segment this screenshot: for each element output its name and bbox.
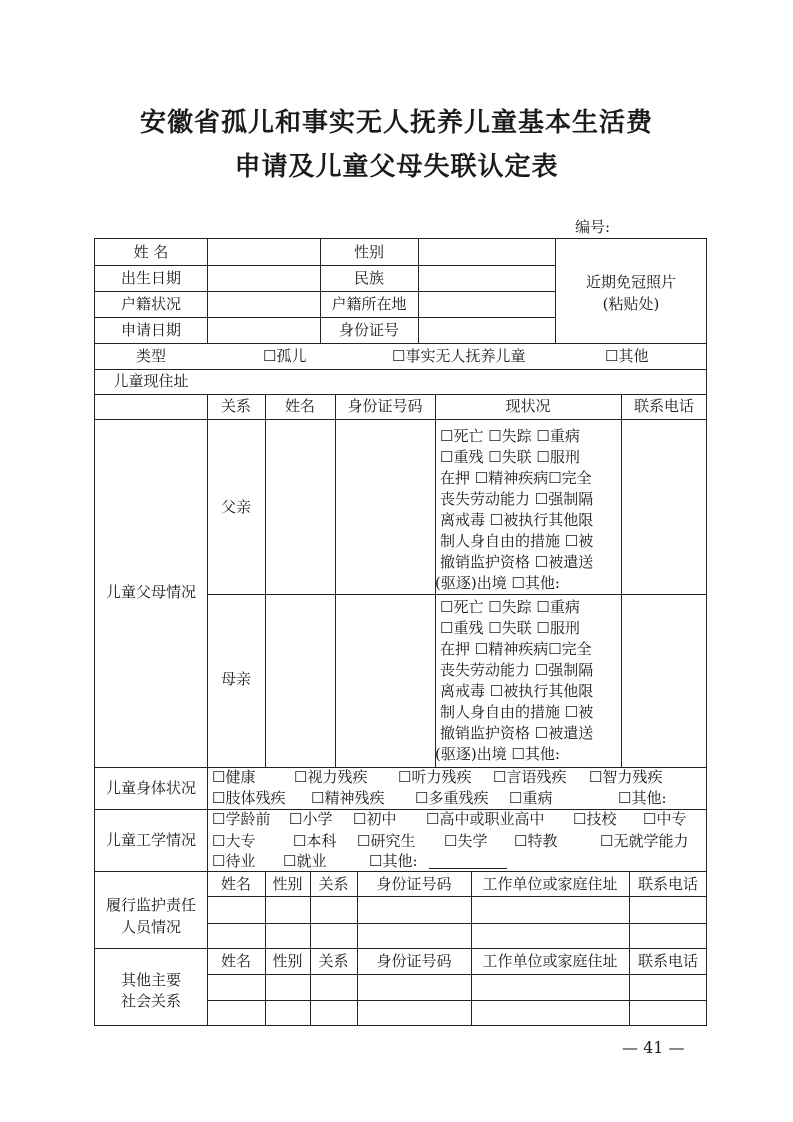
status-line[interactable]: 离戒毒 ☐被执行其他限 xyxy=(440,511,594,529)
guardian-header-address: 工作单位或家庭住址 xyxy=(482,875,618,893)
health-label: 儿童身体状况 xyxy=(105,779,196,797)
parents-header-name: 姓名 xyxy=(284,397,315,415)
parents-header-status: 现状况 xyxy=(505,397,551,415)
study-other-blank[interactable] xyxy=(429,868,507,869)
status-line[interactable]: 撤销监护资格 ☐被遣送 xyxy=(440,553,594,571)
status-line[interactable]: (驱逐)出境 ☐其他: xyxy=(435,574,560,592)
study-option[interactable]: ☐小学 xyxy=(289,810,333,828)
status-line[interactable]: ☐死亡 ☐失踪 ☐重病 xyxy=(440,598,580,616)
gender-label: 性别 xyxy=(353,243,384,261)
guardian-header-name: 姓名 xyxy=(220,875,251,893)
health-option[interactable]: ☐听力残疾 xyxy=(398,768,472,786)
address-label: 儿童现住址 xyxy=(113,372,189,390)
status-line[interactable]: 丧失劳动能力 ☐强制隔 xyxy=(440,490,594,508)
status-line[interactable]: 丧失劳动能力 ☐强制隔 xyxy=(440,661,594,679)
type-label: 类型 xyxy=(135,347,166,365)
health-option[interactable]: ☐健康 xyxy=(212,768,256,786)
social-label-line1: 其他主要 xyxy=(120,971,181,989)
health-option[interactable]: ☐视力残疾 xyxy=(294,768,368,786)
mother-label: 母亲 xyxy=(220,670,251,688)
health-option[interactable]: ☐其他: xyxy=(618,789,667,807)
social-header-gender: 性别 xyxy=(272,952,303,970)
parents-section-label: 儿童父母情况 xyxy=(105,583,196,601)
id-number-label: 身份证号 xyxy=(338,321,399,339)
study-option[interactable]: ☐高中或职业高中 xyxy=(426,810,545,828)
page-number: — 41 — xyxy=(622,1038,685,1057)
study-option[interactable]: ☐失学 xyxy=(444,832,488,850)
status-line[interactable]: 在押 ☐精神疾病☐完全 xyxy=(440,469,592,487)
guardian-header-gender: 性别 xyxy=(272,875,303,893)
guardian-header-relation: 关系 xyxy=(318,875,349,893)
social-header-id: 身份证号码 xyxy=(376,952,452,970)
study-option[interactable]: ☐初中 xyxy=(353,810,397,828)
health-option[interactable]: ☐精神残疾 xyxy=(311,789,385,807)
social-header-relation: 关系 xyxy=(318,952,349,970)
study-option[interactable]: ☐本科 xyxy=(293,832,337,850)
page-title-line2: 申请及儿童父母失联认定表 xyxy=(234,152,559,182)
guardian-header-id: 身份证号码 xyxy=(376,875,452,893)
social-label-line2: 社会关系 xyxy=(120,992,181,1010)
social-header-address: 工作单位或家庭住址 xyxy=(482,952,618,970)
hukou-status-label: 户籍状况 xyxy=(120,295,181,313)
page-title-line1: 安徽省孤儿和事实无人抚养儿童基本生活费 xyxy=(139,108,653,138)
guardian-label-line2: 人员情况 xyxy=(120,918,181,936)
health-option[interactable]: ☐肢体残疾 xyxy=(212,789,286,807)
guardian-label-line1: 履行监护责任 xyxy=(105,896,196,914)
social-header-name: 姓名 xyxy=(220,952,251,970)
social-header-phone: 联系电话 xyxy=(637,952,698,970)
guardian-header-phone: 联系电话 xyxy=(637,875,698,893)
status-line[interactable]: (驱逐)出境 ☐其他: xyxy=(435,745,560,763)
status-line[interactable]: ☐重残 ☐失联 ☐服刑 xyxy=(440,448,580,466)
parents-header-id: 身份证号码 xyxy=(347,397,423,415)
status-line[interactable]: 在押 ☐精神疾病☐完全 xyxy=(440,640,592,658)
health-option[interactable]: ☐重病 xyxy=(509,789,553,807)
status-line[interactable]: 离戒毒 ☐被执行其他限 xyxy=(440,682,594,700)
health-option[interactable]: ☐智力残疾 xyxy=(589,768,663,786)
study-option[interactable]: ☐中专 xyxy=(643,810,687,828)
health-option[interactable]: ☐多重残疾 xyxy=(415,789,489,807)
application-form-table xyxy=(94,238,707,1026)
study-option[interactable]: ☐大专 xyxy=(212,832,256,850)
birth-date-label: 出生日期 xyxy=(120,269,181,287)
father-label: 父亲 xyxy=(220,498,251,516)
study-option[interactable]: ☐研究生 xyxy=(357,832,416,850)
status-line[interactable]: ☐重残 ☐失联 ☐服刑 xyxy=(440,619,580,637)
type-option-unsupported-child[interactable]: ☐事实无人抚养儿童 xyxy=(392,347,526,365)
photo-paste-label: (粘贴处) xyxy=(602,295,660,313)
study-option[interactable]: ☐技校 xyxy=(573,810,617,828)
apply-date-label: 申请日期 xyxy=(120,321,181,339)
study-option[interactable]: ☐无就学能力 xyxy=(600,832,689,850)
parents-header-phone: 联系电话 xyxy=(633,397,694,415)
type-option-other[interactable]: ☐其他 xyxy=(605,347,649,365)
serial-number-label: 编号: xyxy=(575,218,611,236)
name-label: 姓 名 xyxy=(133,243,169,261)
study-option[interactable]: ☐待业 xyxy=(212,852,256,870)
status-line[interactable]: 制人身自由的措施 ☐被 xyxy=(440,703,594,721)
hukou-place-label: 户籍所在地 xyxy=(331,295,407,313)
study-option[interactable]: ☐其他: xyxy=(369,852,418,870)
health-option[interactable]: ☐言语残疾 xyxy=(493,768,567,786)
study-option[interactable]: ☐就业 xyxy=(283,852,327,870)
study-option[interactable]: ☐特教 xyxy=(514,832,558,850)
ethnicity-label: 民族 xyxy=(353,269,384,287)
parents-header-relation: 关系 xyxy=(220,397,251,415)
study-label: 儿童工学情况 xyxy=(105,831,196,849)
status-line[interactable]: 制人身自由的措施 ☐被 xyxy=(440,532,594,550)
study-option[interactable]: ☐学龄前 xyxy=(212,810,271,828)
type-option-orphan[interactable]: ☐孤儿 xyxy=(263,347,307,365)
status-line[interactable]: 撤销监护资格 ☐被遣送 xyxy=(440,724,594,742)
status-line[interactable]: ☐死亡 ☐失踪 ☐重病 xyxy=(440,427,580,445)
photo-label: 近期免冠照片 xyxy=(585,273,676,291)
